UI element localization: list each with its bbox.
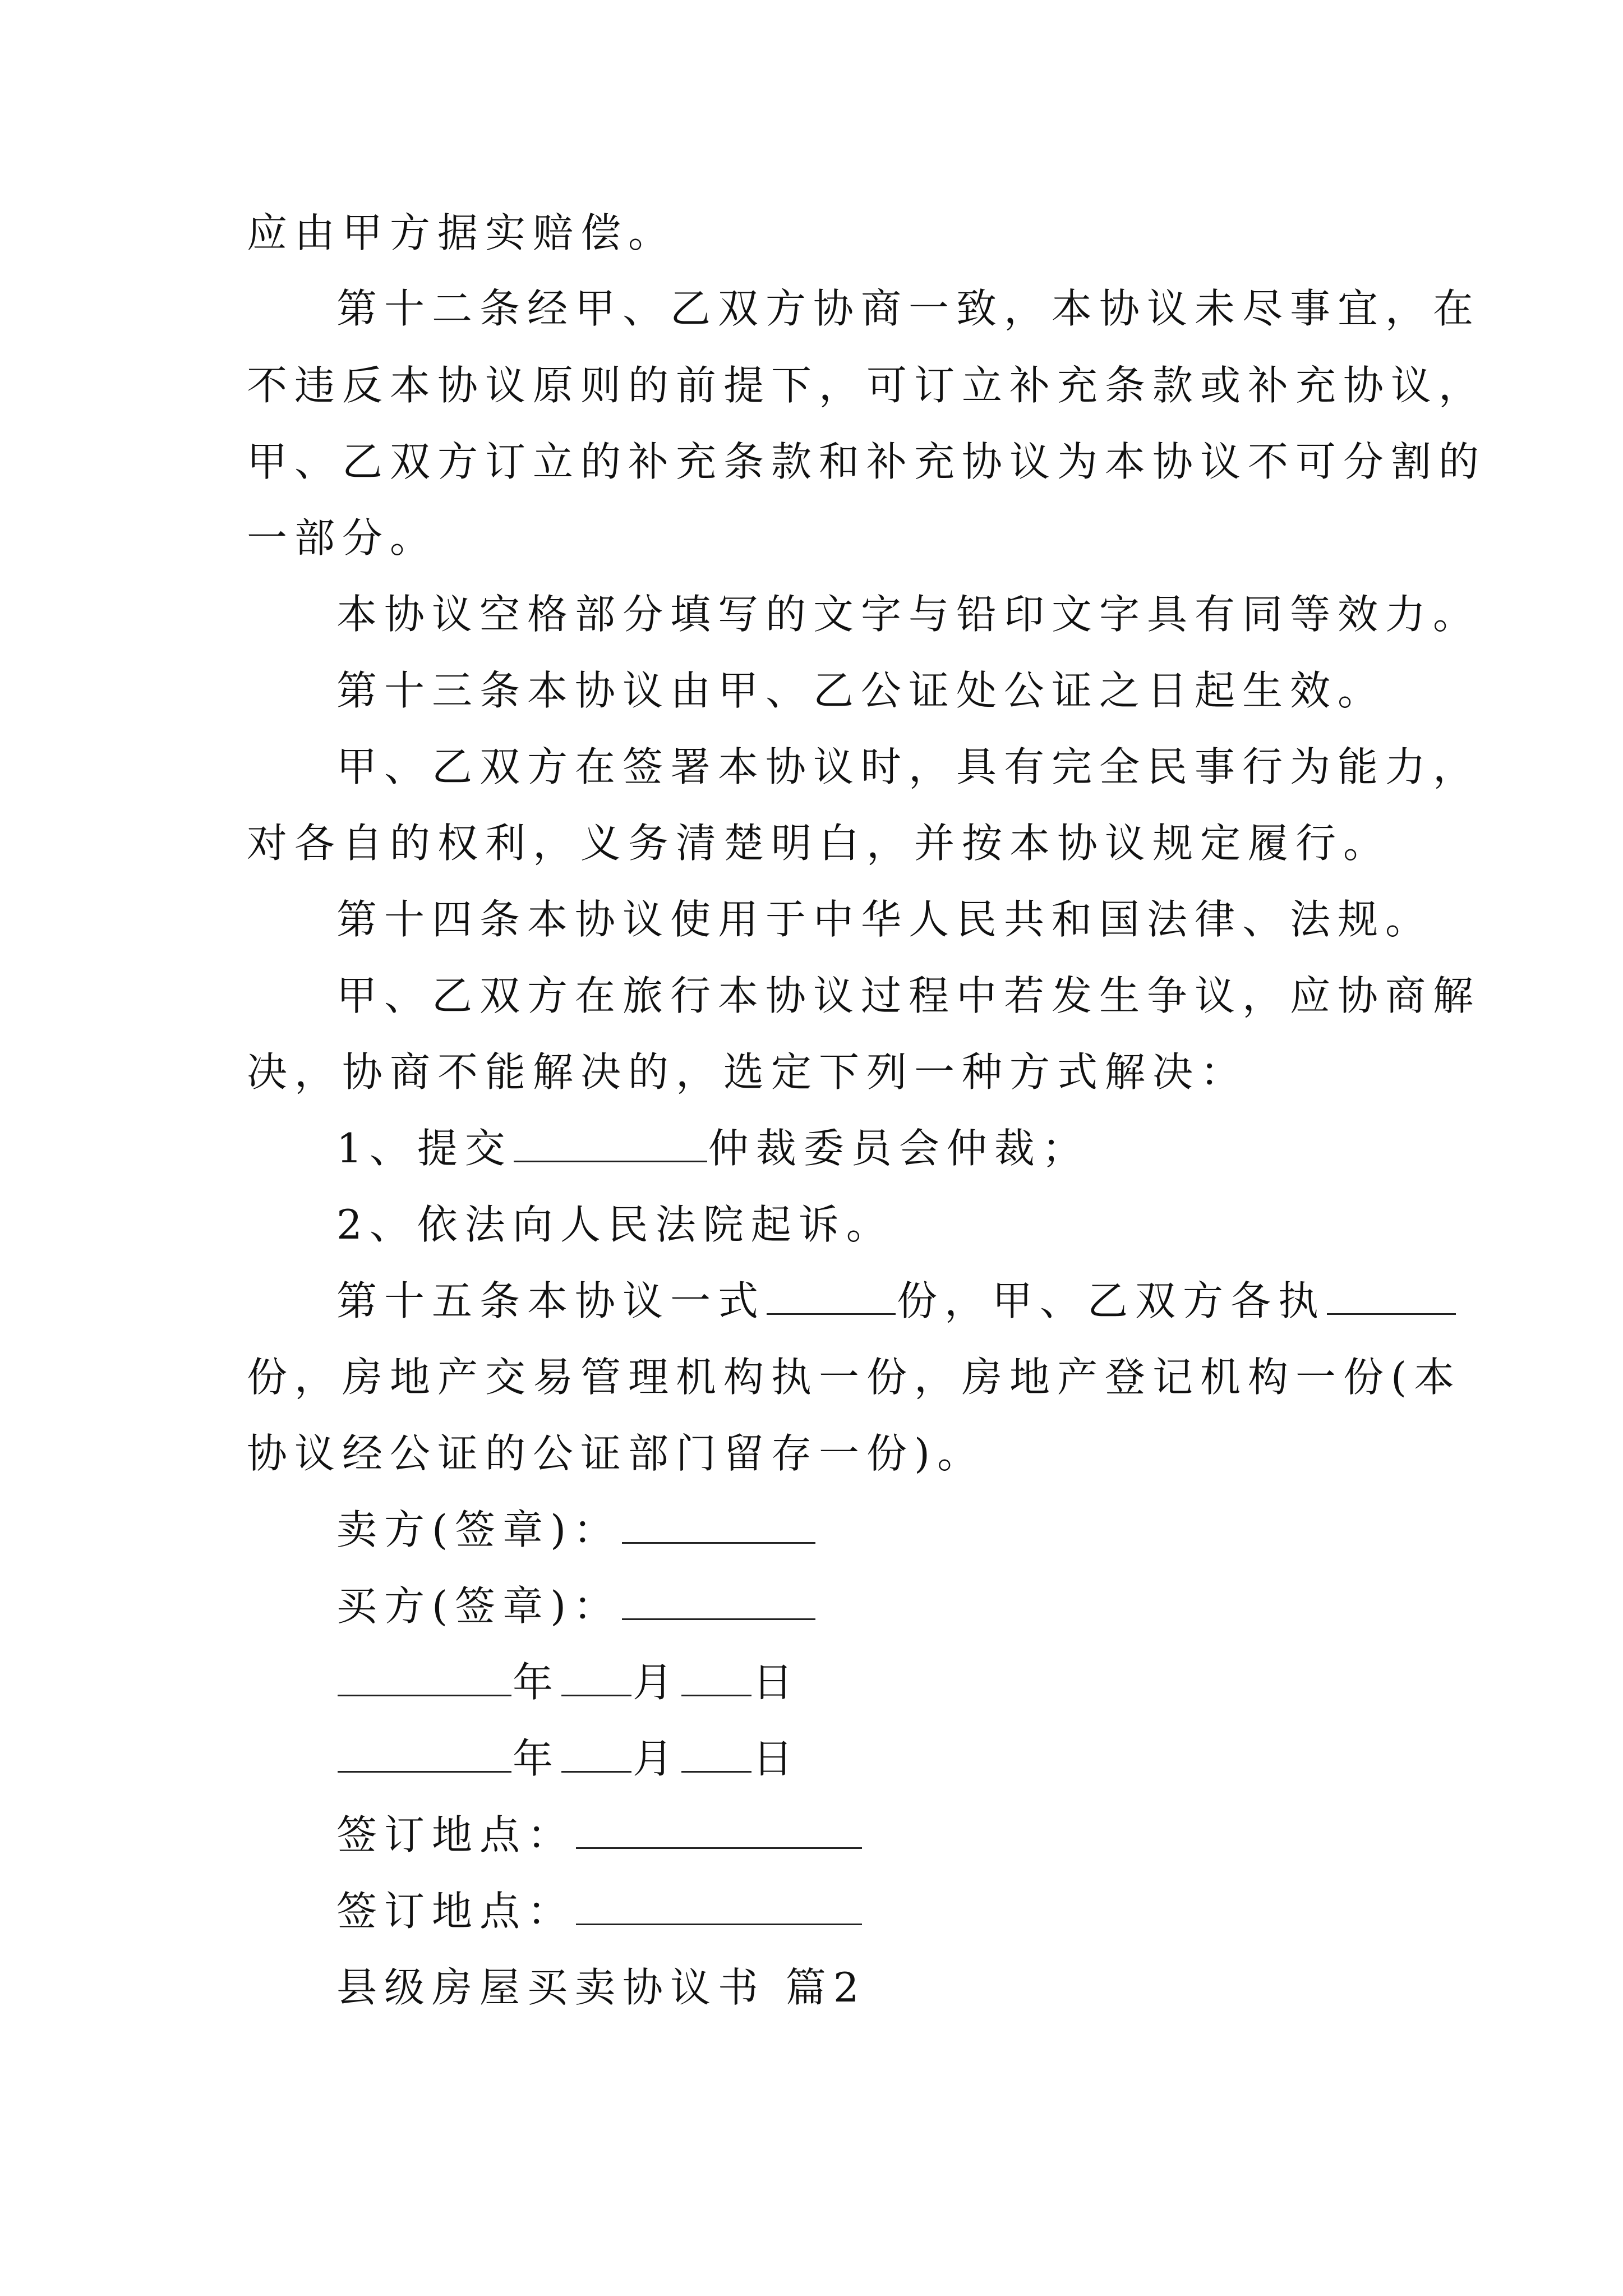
copies-each-blank	[1327, 1278, 1456, 1315]
paragraph-line: 本协议空格部分填写的文字与铅印文字具有同等效力。	[336, 591, 1481, 638]
year-blank	[338, 1736, 511, 1773]
paragraph-line: 不违反本协议原则的前提下，可订立补充条款或补充协议，	[247, 362, 1487, 409]
year-label: 年	[513, 1659, 561, 1706]
copies-mid: 份，甲、乙双方各执	[897, 1277, 1326, 1324]
copies-total-blank	[767, 1278, 896, 1315]
next-section-title: 县级房屋买卖协议书 篇2	[336, 1964, 866, 2011]
paragraph-line: 第十三条本协议由甲、乙公证处公证之日起生效。	[336, 667, 1386, 714]
paragraph-line: 份，房地产交易管理机构执一份，房地产登记机构一份(本	[247, 1354, 1462, 1401]
year-blank	[338, 1660, 511, 1696]
paragraph-line: 应由甲方据实赔偿。	[247, 209, 676, 256]
paragraph-line: 一部分。	[247, 514, 438, 562]
arbitration-option-line	[336, 1120, 1090, 1176]
buyer-signature-blank	[622, 1584, 815, 1620]
date-line-buyer	[336, 1731, 800, 1787]
paragraph-line: 甲、乙双方订立的补充条款和补充协议为本协议不可分割的	[247, 438, 1487, 485]
paragraph-line: 甲、乙双方在旅行本协议过程中若发生争议，应协商解	[336, 972, 1481, 1019]
signing-place-label: 签订地点：	[336, 1811, 575, 1858]
seller-signature-line	[336, 1502, 817, 1558]
day-label: 日	[753, 1735, 801, 1782]
day-blank	[681, 1660, 751, 1696]
paragraph-line: 协议经公证的公证部门留存一份)。	[247, 1430, 985, 1477]
copies-prefix: 第十五条本协议一式	[336, 1277, 766, 1324]
arbitration-option-suffix: 仲裁委员会仲裁；	[708, 1125, 1090, 1172]
year-label: 年	[513, 1735, 561, 1782]
day-label: 日	[753, 1659, 801, 1706]
buyer-label: 买方(签章)：	[336, 1582, 621, 1630]
date-line-seller	[336, 1654, 800, 1710]
paragraph-line: 第十二条经甲、乙双方协商一致，本协议未尽事宜，在	[336, 285, 1481, 332]
arbitration-blank	[514, 1126, 707, 1162]
lawsuit-option-line: 2、依法向人民法院起诉。	[336, 1201, 894, 1248]
paragraph-line: 第十四条本协议使用于中华人民共和国法律、法规。	[336, 896, 1433, 943]
month-blank	[561, 1736, 631, 1773]
month-label: 月	[633, 1659, 681, 1706]
month-blank	[561, 1660, 631, 1696]
buyer-signature-line	[336, 1578, 817, 1634]
copies-line	[336, 1273, 1457, 1329]
arbitration-option-prefix: 1、提交	[336, 1125, 513, 1172]
seller-signature-blank	[622, 1507, 815, 1544]
signing-place-label: 签订地点：	[336, 1888, 575, 1935]
signing-place-blank	[576, 1889, 862, 1925]
month-label: 月	[633, 1735, 681, 1782]
paragraph-line: 甲、乙双方在签署本协议时，具有完全民事行为能力，	[336, 743, 1481, 790]
paragraph-line: 决，协商不能解决的，选定下列一种方式解决：	[247, 1048, 1248, 1096]
signing-place-blank	[576, 1812, 862, 1849]
paragraph-line: 对各自的权利，义务清楚明白，并按本协议规定履行。	[247, 820, 1391, 867]
signing-place-line	[336, 1883, 863, 1939]
signing-place-line	[336, 1807, 863, 1863]
day-blank	[681, 1736, 751, 1773]
seller-label: 卖方(签章)：	[336, 1506, 621, 1553]
